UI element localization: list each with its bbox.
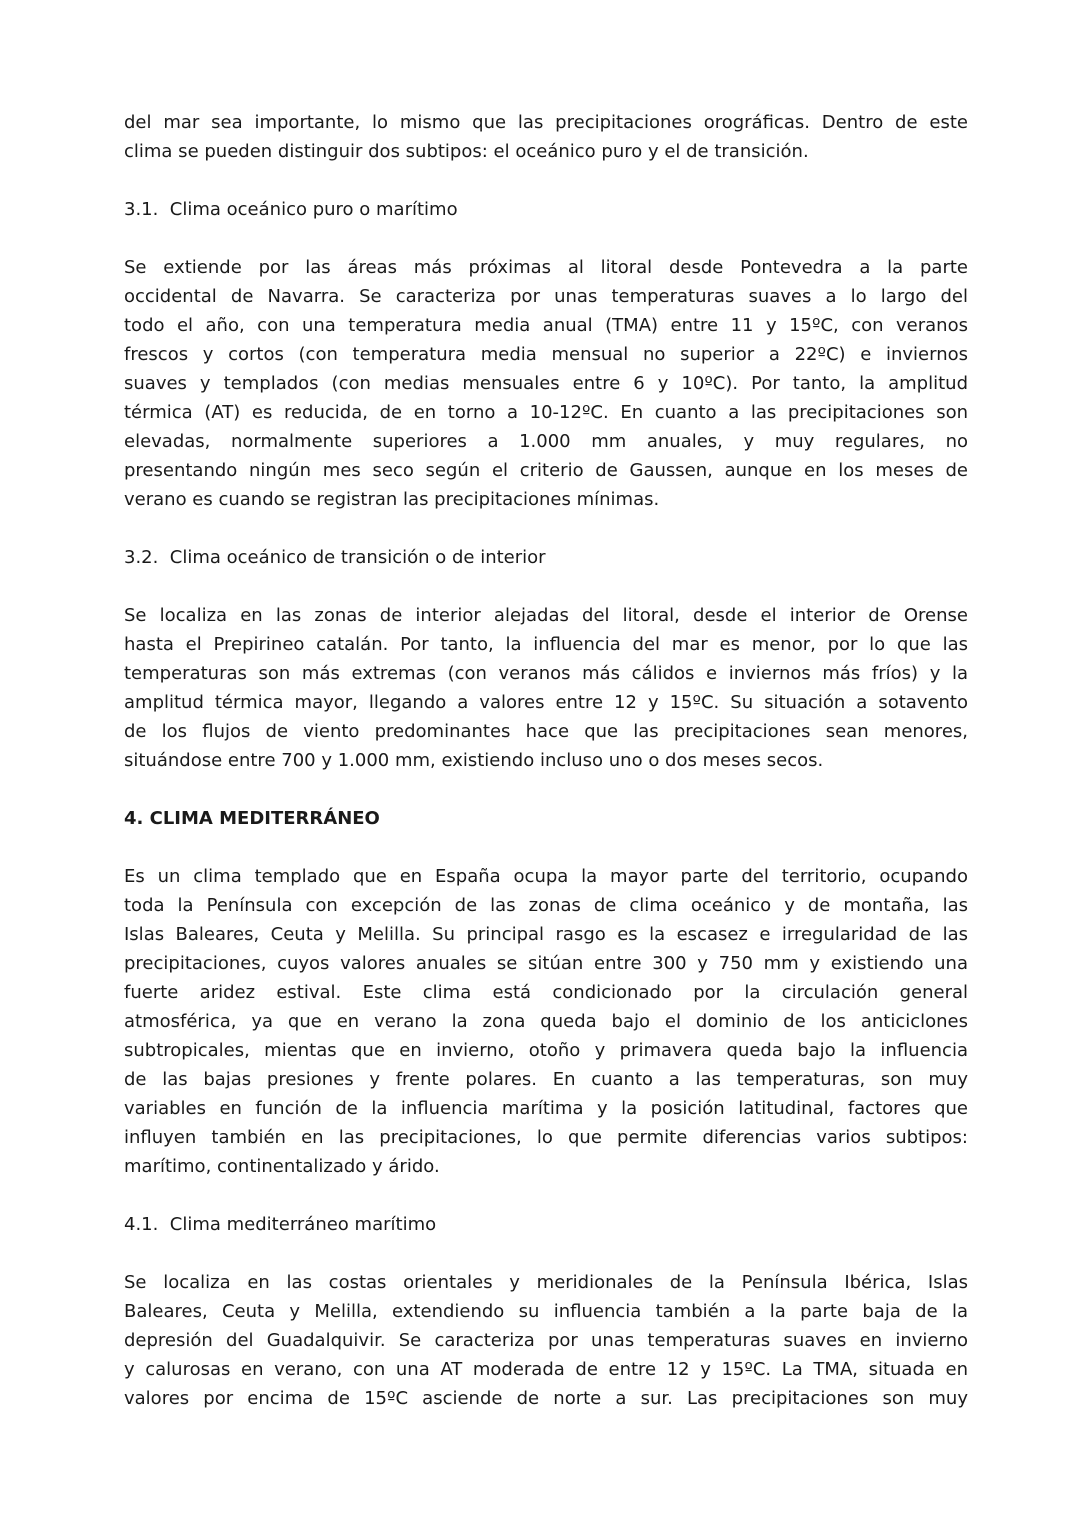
text-line: fuerte aridez estival. Este clima está condicionado por la circulación general (124, 982, 968, 1003)
heading-3-1: 3.1. Clima oceánico puro o marítimo (124, 199, 458, 220)
text-line: Se localiza en las costas orientales y meridionales de la Península Ibérica, Islas (124, 1272, 968, 1293)
text-line: variables en función de la influencia marítima y la posición latitudinal, factores que (124, 1098, 968, 1119)
text-line: Es un clima templado que en España ocupa la mayor parte del territorio, ocupando (124, 866, 968, 887)
text-line: Se extiende por las áreas más próximas al litoral desde Pontevedra a la parte (124, 257, 968, 278)
text-line: presentando ningún mes seco según el criterio de Gaussen, aunque en los meses de (124, 460, 968, 481)
paragraph-oceanico-transicion (124, 601, 968, 775)
paragraph-intro (124, 108, 968, 166)
paragraph-oceanico-puro (124, 253, 968, 514)
text-line: influyen también en las precipitaciones, lo que permite diferencias varios subtipos: (124, 1127, 968, 1148)
text-line: toda la Península con excepción de las zonas de clima oceánico y de montaña, las (124, 895, 968, 916)
text-line: Islas Baleares, Ceuta y Melilla. Su principal rasgo es la escasez e irregularidad de las (124, 924, 968, 945)
paragraph-mediterraneo-maritimo (124, 1268, 968, 1413)
text-line: Baleares, Ceuta y Melilla, extendiendo su influencia también a la parte baja de la (124, 1301, 968, 1322)
text-line: depresión del Guadalquivir. Se caracteriza por unas temperaturas suaves en invierno (124, 1330, 968, 1351)
text-line: situándose entre 700 y 1.000 mm, existiendo incluso uno o dos meses secos. (124, 750, 824, 771)
heading-4: 4. CLIMA MEDITERRÁNEO (124, 808, 380, 829)
text-line: de los flujos de viento predominantes hace que las precipitaciones sean menores, (124, 721, 968, 742)
text-line: clima se pueden distinguir dos subtipos: el oceánico puro y el de transición. (124, 141, 809, 162)
text-line: occidental de Navarra. Se caracteriza por unas temperaturas suaves a lo largo del (124, 286, 968, 307)
text-line: todo el año, con una temperatura media anual (TMA) entre 11 y 15ºC, con veranos (124, 315, 968, 336)
text-line: valores por encima de 15ºC asciende de norte a sur. Las precipitaciones son muy (124, 1388, 968, 1409)
text-line: de las bajas presiones y frente polares. En cuanto a las temperaturas, son muy (124, 1069, 968, 1090)
text-line: marítimo, continentalizado y árido. (124, 1156, 440, 1177)
text-line: elevadas, normalmente superiores a 1.000 mm anuales, y muy regulares, no (124, 431, 968, 452)
text-line: precipitaciones, cuyos valores anuales se sitúan entre 300 y 750 mm y existiendo una (124, 953, 968, 974)
text-line: atmosférica, ya que en verano la zona queda bajo el dominio de los anticiclones (124, 1011, 968, 1032)
text-line: térmica (AT) es reducida, de en torno a 10-12ºC. En cuanto a las precipitaciones son (124, 402, 968, 423)
text-line: frescos y cortos (con temperatura media mensual no superior a 22ºC) e inviernos (124, 344, 968, 365)
text-line: suaves y templados (con medias mensuales entre 6 y 10ºC). Por tanto, la amplitud (124, 373, 968, 394)
text-line: del mar sea importante, lo mismo que las precipitaciones orográficas. Dentro de este (124, 112, 968, 133)
paragraph-mediterraneo (124, 862, 968, 1181)
text-line: Se localiza en las zonas de interior alejadas del litoral, desde el interior de Orense (124, 605, 968, 626)
document-page (124, 108, 968, 1413)
text-line: y calurosas en verano, con una AT moderada de entre 12 y 15ºC. La TMA, situada en (124, 1359, 968, 1380)
text-line: subtropicales, mientas que en invierno, otoño y primavera queda bajo la influencia (124, 1040, 968, 1061)
text-line: amplitud térmica mayor, llegando a valores entre 12 y 15ºC. Su situación a sotavento (124, 692, 968, 713)
heading-4-1: 4.1. Clima mediterráneo marítimo (124, 1214, 437, 1235)
text-line: temperaturas son más extremas (con veranos más cálidos e inviernos más fríos) y la (124, 663, 968, 684)
text-line: hasta el Prepirineo catalán. Por tanto, la influencia del mar es menor, por lo que las (124, 634, 968, 655)
text-line: verano es cuando se registran las precipitaciones mínimas. (124, 489, 660, 510)
heading-3-2: 3.2. Clima oceánico de transición o de interior (124, 547, 546, 568)
